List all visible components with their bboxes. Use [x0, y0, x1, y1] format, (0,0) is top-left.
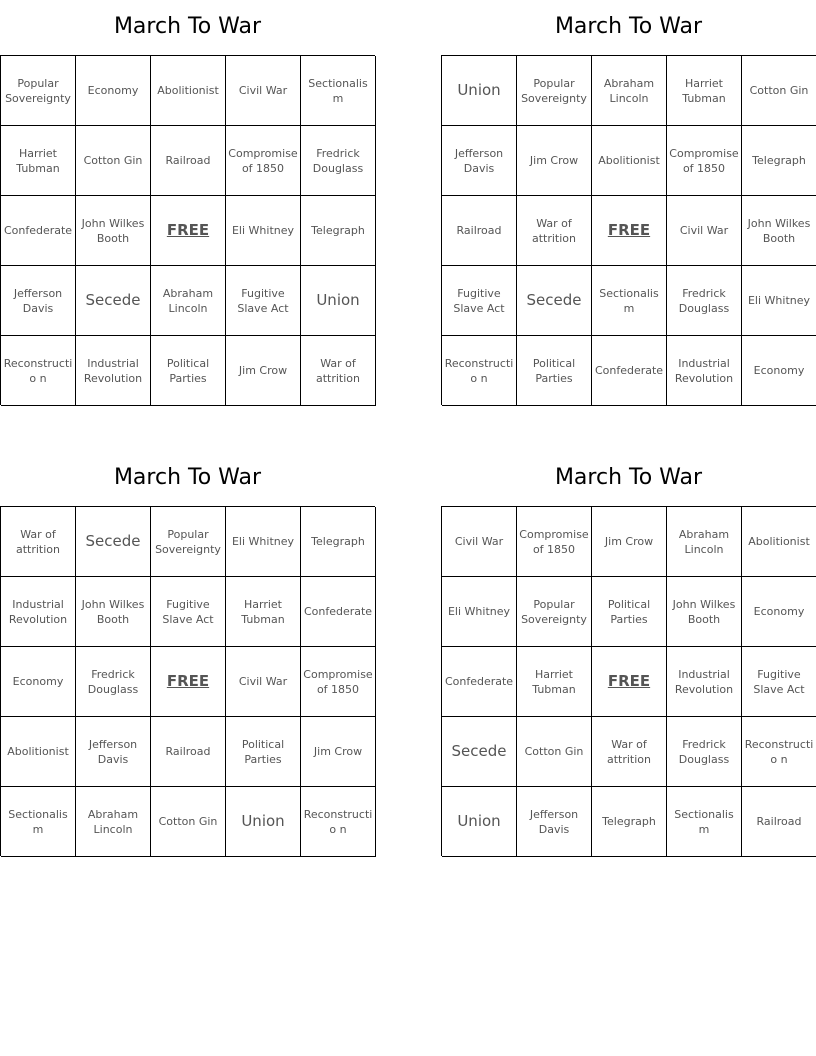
bingo-cell-text: Confederate [3, 224, 73, 237]
bingo-cell-text: Abraham Lincoln [87, 807, 139, 836]
bingo-cell-text: Cotton Gin [749, 84, 809, 97]
bingo-cell [76, 577, 151, 647]
bingo-cell-text: Jim Crow [238, 364, 288, 377]
bingo-cell-text: Industrial Revolution [674, 356, 734, 385]
bingo-cell [517, 647, 592, 717]
bingo-cell-text: War of attrition [315, 356, 361, 385]
bingo-cell-text: Fredrick Douglass [678, 737, 730, 766]
bingo-cell-text: Abolitionist [157, 84, 219, 97]
bingo-cell [442, 196, 517, 266]
bingo-cell-text: Reconstructio n [744, 737, 814, 766]
bingo-card-1 [0, 10, 375, 405]
bingo-cell-text: Eli Whitney [447, 605, 511, 618]
bingo-cell-text: Fugitive Slave Act [237, 286, 289, 315]
bingo-cell [592, 126, 667, 196]
bingo-cell-text: Popular Sovereignty [5, 76, 71, 105]
bingo-cell-text: Reconstructio n [303, 807, 373, 836]
bingo-cell [592, 266, 667, 336]
bingo-cell-text: Industrial Revolution [83, 356, 143, 385]
bingo-cell [667, 266, 742, 336]
bingo-cell [1, 266, 76, 336]
bingo-cell [667, 787, 742, 857]
bingo-cell [742, 56, 816, 126]
bingo-cell-text: Fredrick Douglass [312, 146, 364, 175]
bingo-cell [517, 336, 592, 406]
bingo-cell [226, 577, 301, 647]
bingo-cell-text: Economy [753, 364, 805, 377]
bingo-cell-text: Popular Sovereignty [521, 76, 587, 105]
free-space-cell [592, 196, 667, 266]
bingo-cell-text: Political Parties [241, 737, 285, 766]
bingo-cell-text: War of attrition [531, 216, 577, 245]
bingo-cell-text: Jefferson Davis [88, 737, 138, 766]
bingo-cell [301, 196, 376, 266]
bingo-cell [76, 787, 151, 857]
bingo-cell [517, 126, 592, 196]
bingo-cell [742, 647, 816, 717]
bingo-cell [1, 647, 76, 717]
bingo-cell-text: Fredrick Douglass [678, 286, 730, 315]
bingo-cell-text: Jim Crow [313, 745, 363, 758]
bingo-cell [226, 266, 301, 336]
bingo-cell-text: War of attrition [606, 737, 652, 766]
bingo-cell [1, 336, 76, 406]
bingo-cell-text: Confederate [594, 364, 664, 377]
bingo-cell [442, 647, 517, 717]
bingo-cell-text: FREE [607, 221, 651, 239]
bingo-cell [1, 126, 76, 196]
bingo-cell-text: Railroad [165, 154, 211, 167]
bingo-cell [1, 56, 76, 126]
bingo-cell-text: Abolitionist [7, 745, 69, 758]
bingo-cell-text: Secede [85, 532, 141, 550]
bingo-cell-text: Harriet Tubman [532, 667, 576, 696]
bingo-cell-text: Abolitionist [598, 154, 660, 167]
bingo-cell-text: Compromise of 1850 [669, 146, 739, 175]
bingo-cell-text: Jefferson Davis [454, 146, 504, 175]
bingo-cell [76, 717, 151, 787]
bingo-card-3 [0, 461, 375, 856]
bingo-cell [151, 336, 226, 406]
bingo-cell-text: John Wilkes Booth [81, 597, 145, 626]
bingo-cell-text: Harriet Tubman [241, 597, 285, 626]
bingo-cell-text: Telegraph [311, 224, 365, 237]
bingo-cell-text: Civil War [238, 84, 288, 97]
bingo-cell-text: Railroad [456, 224, 502, 237]
bingo-cell-text: Harriet Tubman [16, 146, 60, 175]
bingo-cell [226, 787, 301, 857]
bingo-cell [301, 507, 376, 577]
bingo-cell [1, 196, 76, 266]
bingo-cell-text: FREE [166, 672, 210, 690]
bingo-cell [151, 717, 226, 787]
free-space-cell [151, 196, 226, 266]
bingo-cell [667, 126, 742, 196]
bingo-cell [667, 647, 742, 717]
bingo-cell [151, 266, 226, 336]
bingo-cell [1, 507, 76, 577]
bingo-cell [517, 577, 592, 647]
bingo-cell [226, 717, 301, 787]
bingo-cell [151, 577, 226, 647]
bingo-cell [1, 577, 76, 647]
bingo-cell-text: John Wilkes Booth [672, 597, 736, 626]
bingo-cell-text: Fugitive Slave Act [753, 667, 805, 696]
bingo-cell [76, 56, 151, 126]
bingo-cell-text: Union [241, 812, 285, 830]
bingo-cell [442, 787, 517, 857]
bingo-cell-text: Reconstructio n [3, 356, 73, 385]
bingo-cell [442, 717, 517, 787]
card-title: March To War [554, 14, 703, 39]
bingo-cell [442, 266, 517, 336]
bingo-grid [0, 506, 375, 856]
bingo-cell-text: Telegraph [311, 535, 365, 548]
bingo-cell-text: Fugitive Slave Act [162, 597, 214, 626]
card-title: March To War [113, 14, 262, 39]
bingo-cell [442, 577, 517, 647]
card-title: March To War [113, 465, 262, 490]
bingo-cell [517, 507, 592, 577]
bingo-cell [151, 507, 226, 577]
bingo-cell [667, 507, 742, 577]
bingo-cell [442, 507, 517, 577]
bingo-cell [151, 787, 226, 857]
bingo-cell [592, 717, 667, 787]
bingo-cell-text: Compromise of 1850 [228, 146, 298, 175]
bingo-cell [301, 336, 376, 406]
bingo-cell [226, 336, 301, 406]
bingo-cell-text: Industrial Revolution [8, 597, 68, 626]
bingo-cell-text: Eli Whitney [231, 224, 295, 237]
bingo-cell [442, 336, 517, 406]
bingo-cell-text: Reconstructio n [444, 356, 514, 385]
bingo-cell [151, 126, 226, 196]
bingo-cell [442, 56, 517, 126]
bingo-cell [151, 56, 226, 126]
bingo-cell-text: Union [457, 812, 501, 830]
bingo-cell [742, 336, 816, 406]
bingo-cell [226, 196, 301, 266]
bingo-cell-text: Jim Crow [529, 154, 579, 167]
card-title: March To War [554, 465, 703, 490]
bingo-cell-text: Railroad [165, 745, 211, 758]
bingo-cell-text: Cotton Gin [524, 745, 584, 758]
bingo-cell [517, 787, 592, 857]
bingo-cell [76, 196, 151, 266]
bingo-grid [0, 55, 375, 405]
bingo-cell [76, 647, 151, 717]
bingo-cell-text: Cotton Gin [83, 154, 143, 167]
bingo-cell-text: Economy [753, 605, 805, 618]
bingo-cell [226, 647, 301, 717]
bingo-cell [517, 266, 592, 336]
bingo-cell-text: FREE [166, 221, 210, 239]
bingo-cell-text: Confederate [303, 605, 373, 618]
bingo-cell [742, 717, 816, 787]
bingo-cell-text: Political Parties [607, 597, 651, 626]
bingo-cell-text: Popular Sovereignty [155, 527, 221, 556]
bingo-cell [592, 56, 667, 126]
bingo-cell [301, 717, 376, 787]
bingo-cell-text: Union [316, 291, 360, 309]
bingo-cell-text: Abraham Lincoln [162, 286, 214, 315]
free-space-cell [592, 647, 667, 717]
bingo-cell-text: Jefferson Davis [13, 286, 63, 315]
bingo-cell [301, 577, 376, 647]
bingo-cell [667, 577, 742, 647]
bingo-cell [301, 56, 376, 126]
bingo-cell [76, 266, 151, 336]
bingo-cell-text: Eli Whitney [231, 535, 295, 548]
bingo-cell-text: Civil War [238, 675, 288, 688]
bingo-grid [441, 55, 816, 405]
bingo-cell-text: John Wilkes Booth [81, 216, 145, 245]
bingo-cell-text: Abraham Lincoln [678, 527, 730, 556]
bingo-cell [76, 126, 151, 196]
bingo-cell [742, 126, 816, 196]
bingo-cell-text: Fredrick Douglass [87, 667, 139, 696]
bingo-cell-text: Fugitive Slave Act [453, 286, 505, 315]
bingo-cell-text: Sectionalism [8, 807, 68, 836]
bingo-cell [442, 126, 517, 196]
bingo-cell-text: Abolitionist [748, 535, 810, 548]
bingo-cell-text: Political Parties [532, 356, 576, 385]
bingo-cell-text: Eli Whitney [747, 294, 811, 307]
bingo-cell-text: Cotton Gin [158, 815, 218, 828]
bingo-cell [517, 56, 592, 126]
bingo-cell [301, 126, 376, 196]
bingo-cell [226, 126, 301, 196]
bingo-cell-text: Abraham Lincoln [603, 76, 655, 105]
bingo-cell-text: Secede [451, 742, 507, 760]
bingo-cell-text: Harriet Tubman [682, 76, 726, 105]
bingo-cell [667, 336, 742, 406]
bingo-cell-text: Compromise of 1850 [303, 667, 373, 696]
bingo-cell [592, 336, 667, 406]
bingo-cell [742, 266, 816, 336]
bingo-cell [742, 196, 816, 266]
bingo-cell [1, 717, 76, 787]
bingo-cell [517, 717, 592, 787]
bingo-cell-text: Secede [526, 291, 582, 309]
bingo-cell-text: Industrial Revolution [674, 667, 734, 696]
bingo-cell-text: Telegraph [752, 154, 806, 167]
bingo-cell-text: Popular Sovereignty [521, 597, 587, 626]
bingo-cell [592, 507, 667, 577]
bingo-cell [226, 507, 301, 577]
bingo-cell-text: Sectionalism [308, 76, 368, 105]
bingo-cell-text: War of attrition [15, 527, 61, 556]
bingo-cell-text: Confederate [444, 675, 514, 688]
bingo-cell-text: Railroad [756, 815, 802, 828]
bingo-cell [301, 647, 376, 717]
bingo-cell [742, 507, 816, 577]
bingo-grid [441, 506, 816, 856]
bingo-cell-text: Sectionalism [674, 807, 734, 836]
bingo-cell-text: Jim Crow [604, 535, 654, 548]
bingo-cell-text: Jefferson Davis [529, 807, 579, 836]
bingo-cell [1, 787, 76, 857]
bingo-cell-text: John Wilkes Booth [747, 216, 811, 245]
bingo-cell [517, 196, 592, 266]
bingo-cell-text: Civil War [454, 535, 504, 548]
bingo-cell [592, 787, 667, 857]
bingo-cell [667, 56, 742, 126]
bingo-cell-text: Economy [87, 84, 139, 97]
bingo-card-4 [441, 461, 816, 856]
bingo-cell-text: Civil War [679, 224, 729, 237]
bingo-cell [742, 787, 816, 857]
bingo-cell-text: Telegraph [602, 815, 656, 828]
bingo-cell [667, 717, 742, 787]
bingo-cell [667, 196, 742, 266]
bingo-cell-text: Political Parties [166, 356, 210, 385]
free-space-cell [151, 647, 226, 717]
bingo-cell-text: Secede [85, 291, 141, 309]
bingo-card-2 [441, 10, 816, 405]
bingo-cell-text: Economy [12, 675, 64, 688]
bingo-cell [76, 507, 151, 577]
bingo-cell-text: Union [457, 81, 501, 99]
bingo-cell [301, 266, 376, 336]
bingo-cell-text: Compromise of 1850 [519, 527, 589, 556]
bingo-cell [301, 787, 376, 857]
bingo-cell [742, 577, 816, 647]
bingo-cell [76, 336, 151, 406]
bingo-cell [226, 56, 301, 126]
bingo-cell-text: Sectionalism [599, 286, 659, 315]
bingo-cell [592, 577, 667, 647]
bingo-cell-text: FREE [607, 672, 651, 690]
